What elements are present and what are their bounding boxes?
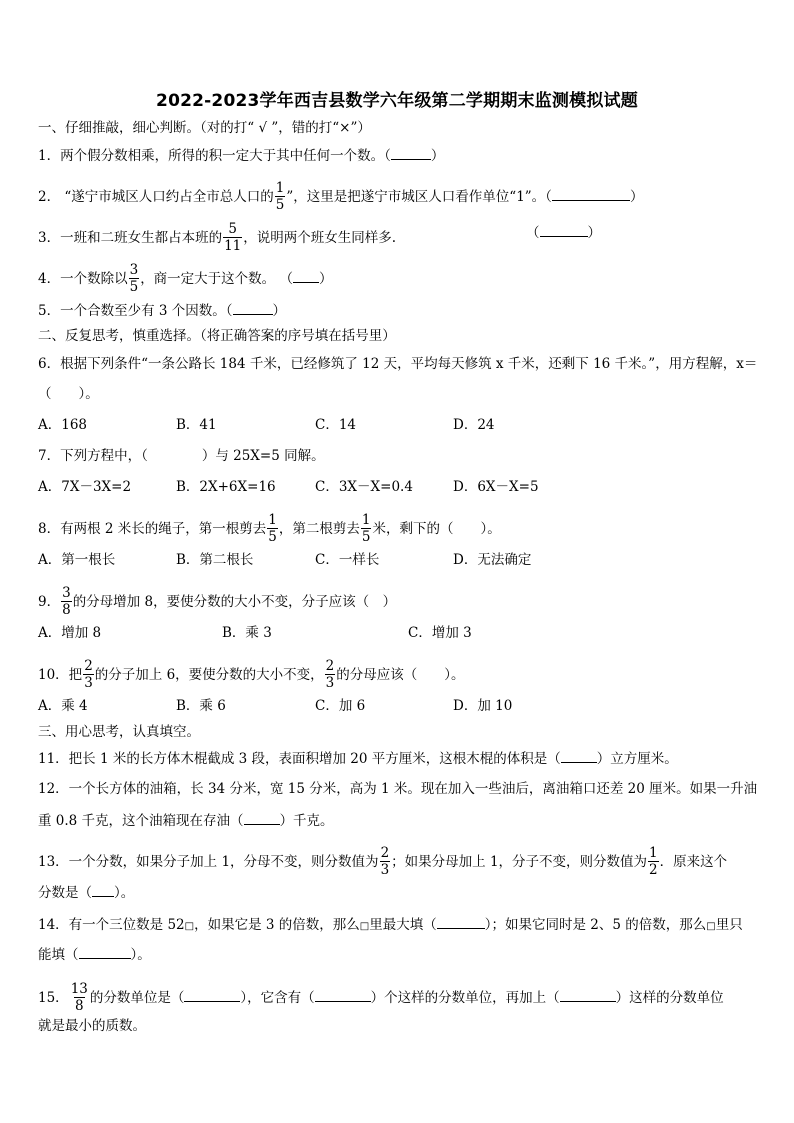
fraction	[129, 262, 140, 295]
question-4-text-2: ，商一定大于这个数。 （	[140, 271, 293, 287]
fraction	[648, 845, 659, 878]
box-placeholder: □	[359, 921, 370, 932]
question-12-text: 重 0.8 千克，这个油箱现在存油（	[38, 813, 244, 829]
question-4-text: 4．一个数除以	[38, 271, 128, 287]
question-12-line-1: 12．一个长方体的油箱，长 34 分米，宽 15 分米，高为 1 米。现在加入一些油后，离油箱口还差 20 厘米。如果一升油	[38, 781, 758, 797]
fraction-numerator: 1	[268, 512, 277, 528]
fraction-denominator: 5	[275, 197, 285, 213]
question-4	[38, 263, 760, 296]
question-6-line-2: （ ）。	[38, 386, 99, 402]
fraction-numerator: 5	[228, 221, 237, 237]
question-3-text-2: ，说明两个班女生同样多.	[243, 230, 397, 246]
question-15-number: 15．	[38, 990, 69, 1006]
answer-blank[interactable]	[552, 186, 630, 201]
question-12-line-2	[38, 810, 760, 831]
section-1-heading: 一、仔细推敲，细心判断。（对的打“ √ ”，错的打“×”）	[38, 120, 371, 136]
question-15-text-4: ）这样的分数单位	[615, 990, 724, 1006]
question-14-text-7: ）。	[130, 947, 151, 963]
option-a[interactable]: A．168	[38, 417, 88, 433]
question-10-text-2: 的分子加上 6，要使分数的大小不变，	[94, 667, 324, 683]
box-placeholder: □	[706, 921, 716, 932]
answer-blank[interactable]	[79, 944, 131, 959]
option-c[interactable]: C．增加 3	[408, 625, 472, 641]
fraction-denominator: 3	[380, 862, 390, 878]
option-b[interactable]: B．乘 6	[176, 698, 226, 714]
question-5-text: 5．一个合数至少有 3 个因数。（	[38, 303, 233, 319]
option-d[interactable]: D．加 10	[453, 698, 513, 714]
question-9-number: 9．	[38, 594, 61, 610]
question-3-answer	[526, 222, 601, 243]
answer-blank[interactable]	[293, 268, 319, 283]
option-b[interactable]: B．第二根长	[176, 552, 254, 568]
question-10-text: 10．把	[38, 667, 83, 683]
option-a[interactable]: A．乘 4	[38, 698, 88, 714]
answer-blank[interactable]	[391, 145, 431, 160]
option-a[interactable]: A．增加 8	[38, 625, 102, 641]
question-1-close: ）	[430, 148, 445, 164]
question-11-text: 11．把长 1 米的长方体木棍截成 3 段，表面积增加 20 平方厘米，这根木棍的体积是（	[38, 751, 561, 767]
question-4-close: ）	[318, 271, 333, 287]
fraction-numerator: 3	[129, 262, 139, 278]
question-14-text-6: 能填（	[38, 947, 79, 963]
question-8-text-3: 米，剩下的（ ）。	[372, 521, 501, 537]
answer-blank[interactable]	[92, 882, 114, 897]
question-11	[38, 748, 760, 769]
option-c[interactable]: C．一样长	[315, 552, 380, 568]
question-14-text: 14．有一个三位数是 52	[38, 917, 185, 933]
option-d[interactable]: D．6X－X=5	[453, 479, 539, 495]
option-c[interactable]: C．14	[315, 417, 357, 433]
box-placeholder: □	[184, 921, 195, 932]
question-5-close: ）	[272, 303, 287, 319]
fraction-numerator: 13	[70, 981, 88, 997]
fraction	[267, 512, 278, 545]
answer-blank[interactable]	[540, 222, 588, 237]
question-14-line-2	[38, 944, 760, 965]
fraction	[223, 221, 242, 254]
fraction-numerator: 2	[325, 658, 335, 674]
question-15-text: 的分数单位是（	[89, 990, 185, 1006]
fraction	[361, 512, 372, 545]
question-5	[38, 300, 760, 321]
question-3-text: 3．一班和二班女生都占本班的	[38, 230, 223, 246]
question-1	[38, 145, 760, 166]
option-b[interactable]: B．2X+6X=16	[176, 479, 276, 495]
answer-blank[interactable]	[561, 748, 597, 763]
fraction	[275, 180, 286, 213]
question-6-line-1: 6．根据下列条件“一条公路长 184 千米，已经修筑了 12 天，平均每天修筑 x 千米，还剩下 16 千米。”，用方程解，x＝	[38, 356, 758, 372]
fraction-denominator: 5	[129, 279, 139, 295]
question-13-text-4: 分数是（	[38, 885, 92, 901]
section-2-heading: 二、反复思考，慎重选择。（将正确答案的序号填在括号里）	[38, 328, 396, 344]
answer-blank[interactable]	[244, 810, 280, 825]
fraction-numerator: 2	[84, 658, 93, 674]
fraction-denominator: 5	[361, 529, 371, 545]
question-14-line-1	[38, 914, 760, 937]
answer-blank[interactable]	[315, 987, 371, 1002]
question-8	[38, 513, 760, 546]
option-b[interactable]: B．乘 3	[222, 625, 272, 641]
section-3-heading: 三、用心思考，认真填空。	[38, 724, 200, 740]
question-2	[38, 181, 760, 214]
question-14-text-3: 里最大填（	[369, 917, 437, 933]
question-11-text-2: ）立方厘米。	[596, 751, 678, 767]
answer-blank[interactable]	[437, 914, 485, 929]
fraction-denominator: 2	[649, 862, 658, 878]
fraction	[83, 658, 94, 691]
question-9-text: 的分母增加 8，要使分数的大小不变，分子应该（ ）	[72, 594, 397, 610]
question-13-text-5: ）。	[114, 885, 135, 901]
option-d[interactable]: D．无法确定	[453, 552, 532, 568]
answer-blank[interactable]	[233, 300, 273, 315]
fraction	[380, 845, 391, 878]
question-9	[38, 586, 760, 619]
fraction-numerator: 1	[649, 845, 658, 861]
fraction-denominator: 5	[268, 529, 277, 545]
question-15-text-2: ），它含有（	[240, 990, 315, 1006]
question-14-text-5: 里只	[715, 917, 743, 933]
option-a[interactable]: A．7X－3X=2	[38, 479, 132, 495]
question-13-text-3: ．原来这个	[659, 854, 728, 870]
question-15-line-2: 就是最小的质数。	[38, 1018, 146, 1034]
question-12-text-2: ）千克。	[279, 813, 334, 829]
fraction	[325, 658, 336, 691]
question-3-close: ）	[587, 225, 601, 241]
answer-blank[interactable]	[184, 987, 240, 1002]
question-8-text-2: ，第二根剪去	[278, 521, 360, 537]
fraction-numerator: 1	[361, 512, 371, 528]
fraction-denominator: 3	[84, 675, 93, 691]
question-15-text-3: ）个这样的分数单位，再加上（	[370, 990, 560, 1006]
answer-blank[interactable]	[560, 987, 616, 1002]
question-3	[38, 222, 760, 255]
question-13-text: 13．一个分数，如果分子加上 1，分母不变，则分数值为	[38, 854, 379, 870]
question-13-text-2: ；如果分母加上 1，分子不变，则分数值为	[391, 854, 648, 870]
question-10-text-3: 的分母应该（ ）。	[336, 667, 465, 683]
fraction-numerator: 2	[380, 845, 390, 861]
option-d[interactable]: D．24	[453, 417, 495, 433]
option-b[interactable]: B．41	[176, 417, 217, 433]
question-2-text: 2． “遂宁市城区人口约占全市总人口的	[38, 189, 274, 205]
fraction-numerator: 1	[275, 180, 285, 196]
question-2-text-2: ”，这里是把遂宁市城区人口看作单位“1”。（	[286, 189, 552, 205]
question-14-text-4: ）；如果它同时是 2、5 的倍数，那么	[484, 917, 707, 933]
question-2-close: ）	[629, 189, 644, 205]
page-title: 2022-2023学年西吉县数学六年级第二学期期末监测模拟试题	[156, 91, 638, 111]
fraction	[61, 585, 72, 618]
fraction-denominator: 8	[74, 998, 84, 1014]
question-15-line-1	[38, 982, 760, 1015]
fraction-denominator: 8	[62, 602, 71, 618]
question-8-text: 8．有两根 2 米长的绳子，第一根剪去	[38, 521, 267, 537]
question-13-line-1	[38, 846, 760, 879]
question-10	[38, 659, 760, 692]
question-7: 7．下列方程中，（ ）与 25X=5 同解。	[38, 448, 325, 464]
question-1-text: 1．两个假分数相乘，所得的积一定大于其中任何一个数。（	[38, 148, 391, 164]
option-c[interactable]: C．3X－X=0.4	[315, 479, 413, 495]
fraction-numerator: 3	[62, 585, 71, 601]
fraction-denominator: 3	[325, 675, 335, 691]
option-a[interactable]: A．第一根长	[38, 552, 116, 568]
fraction-denominator: 11	[224, 238, 242, 254]
fraction	[70, 981, 89, 1014]
question-3-open: （	[526, 225, 540, 241]
question-13-line-2	[38, 882, 760, 903]
option-c[interactable]: C．加 6	[315, 698, 366, 714]
question-14-text-2: ，如果它是 3 的倍数，那么	[194, 917, 360, 933]
